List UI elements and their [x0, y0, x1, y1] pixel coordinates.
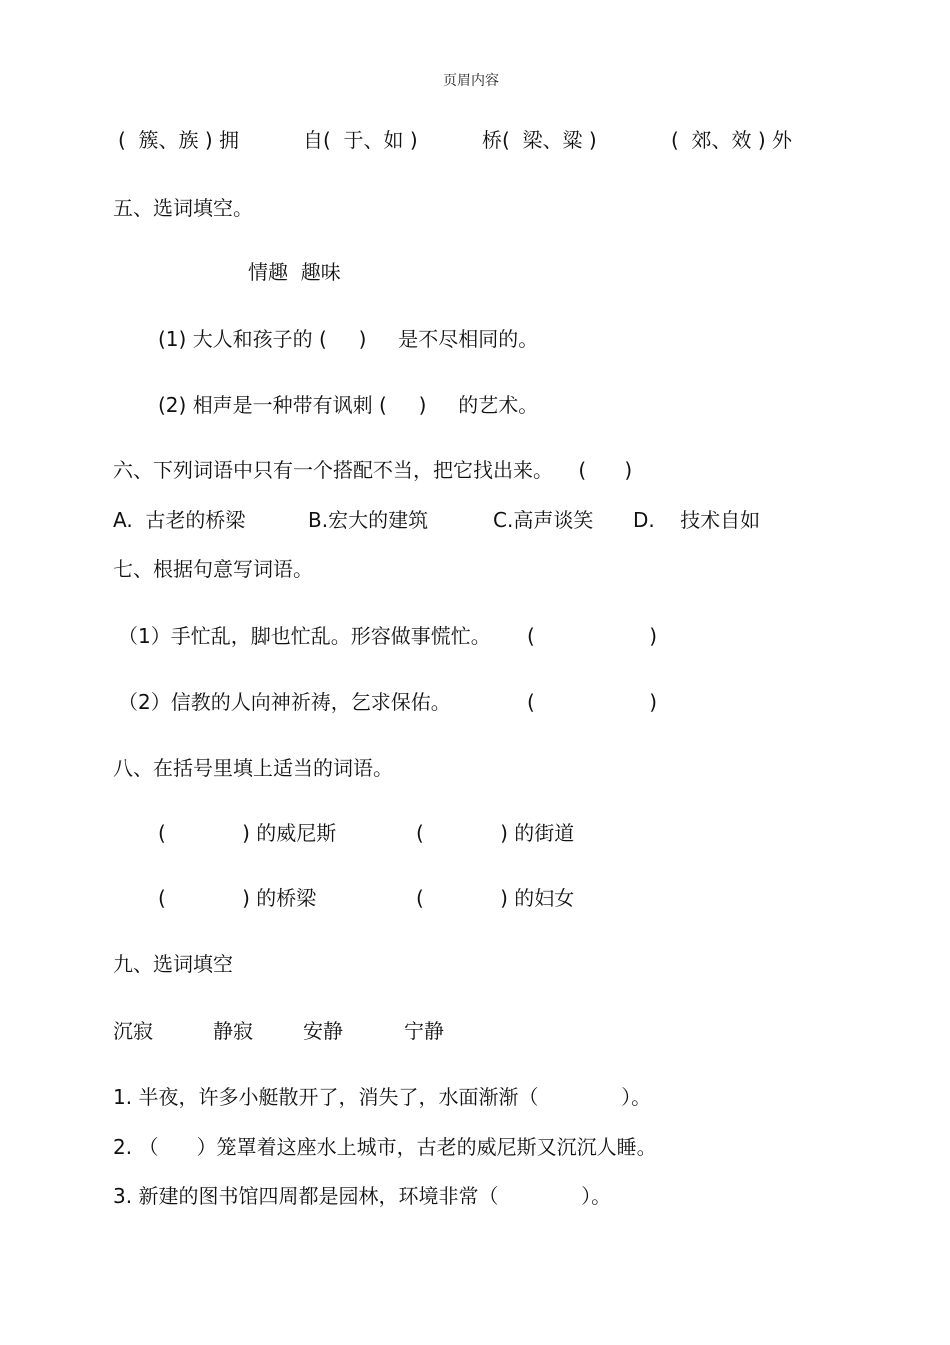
pinyin-choice-3: 桥( 梁、粱 )	[482, 128, 597, 152]
section7-question-2: （2）信教的人向神祈祷，乞求保佑。	[118, 690, 451, 714]
section5-question-1: (1) 大人和孩子的 ( ) 是不尽相同的。	[158, 327, 539, 351]
section7-title: 七、根据句意写词语。	[113, 557, 313, 581]
section5-title: 五、选词填空。	[113, 196, 253, 220]
section9-question-1: 1. 半夜，许多小艇散开了，消失了，水面渐渐（ ）。	[113, 1085, 652, 1109]
section6-choice-a: A. 古老的桥梁	[113, 508, 246, 532]
section8-item-2: ( ) 的街道	[416, 821, 575, 845]
section9-question-3: 3. 新建的图书馆四周都是园林，环境非常（ ）。	[113, 1184, 612, 1208]
section6-choice-c: C.高声谈笑	[493, 508, 594, 532]
page-header: 页眉内容	[443, 73, 499, 89]
pinyin-choice-4: ( 郊、效 ) 外	[671, 128, 793, 152]
section5-options: 情趣 趣味	[248, 260, 341, 284]
section6-choice-b: B.宏大的建筑	[308, 508, 429, 532]
section9-word-2: 静寂	[213, 1019, 253, 1043]
section8-item-3: ( ) 的桥梁	[158, 886, 317, 910]
section9-title: 九、选词填空	[113, 952, 233, 976]
section6-choice-d: D. 技术自如	[633, 508, 761, 532]
section6-title: 六、下列词语中只有一个搭配不当，把它找出来。 ( )	[113, 458, 633, 482]
section8-item-4: ( ) 的妇女	[416, 886, 575, 910]
section7-question-1: （1）手忙乱，脚也忙乱。形容做事慌忙。	[118, 624, 491, 648]
section9-question-2: 2. （ ）笼罩着这座水上城市，古老的威尼斯又沉沉人睡。	[113, 1135, 657, 1159]
section9-word-1: 沉寂	[113, 1019, 153, 1043]
section9-word-4: 宁静	[404, 1019, 444, 1043]
section9-word-3: 安静	[303, 1019, 343, 1043]
pinyin-choice-1: ( 簇、族 ) 拥	[118, 128, 240, 152]
section7-blank-2: ( )	[527, 690, 658, 714]
section8-item-1: ( ) 的威尼斯	[158, 821, 337, 845]
pinyin-choice-2: 自( 于、如 )	[303, 128, 418, 152]
section5-question-2: (2) 相声是一种带有讽刺 ( ) 的艺术。	[158, 393, 539, 417]
section7-blank-1: ( )	[527, 624, 658, 648]
section8-title: 八、在括号里填上适当的词语。	[113, 756, 393, 780]
